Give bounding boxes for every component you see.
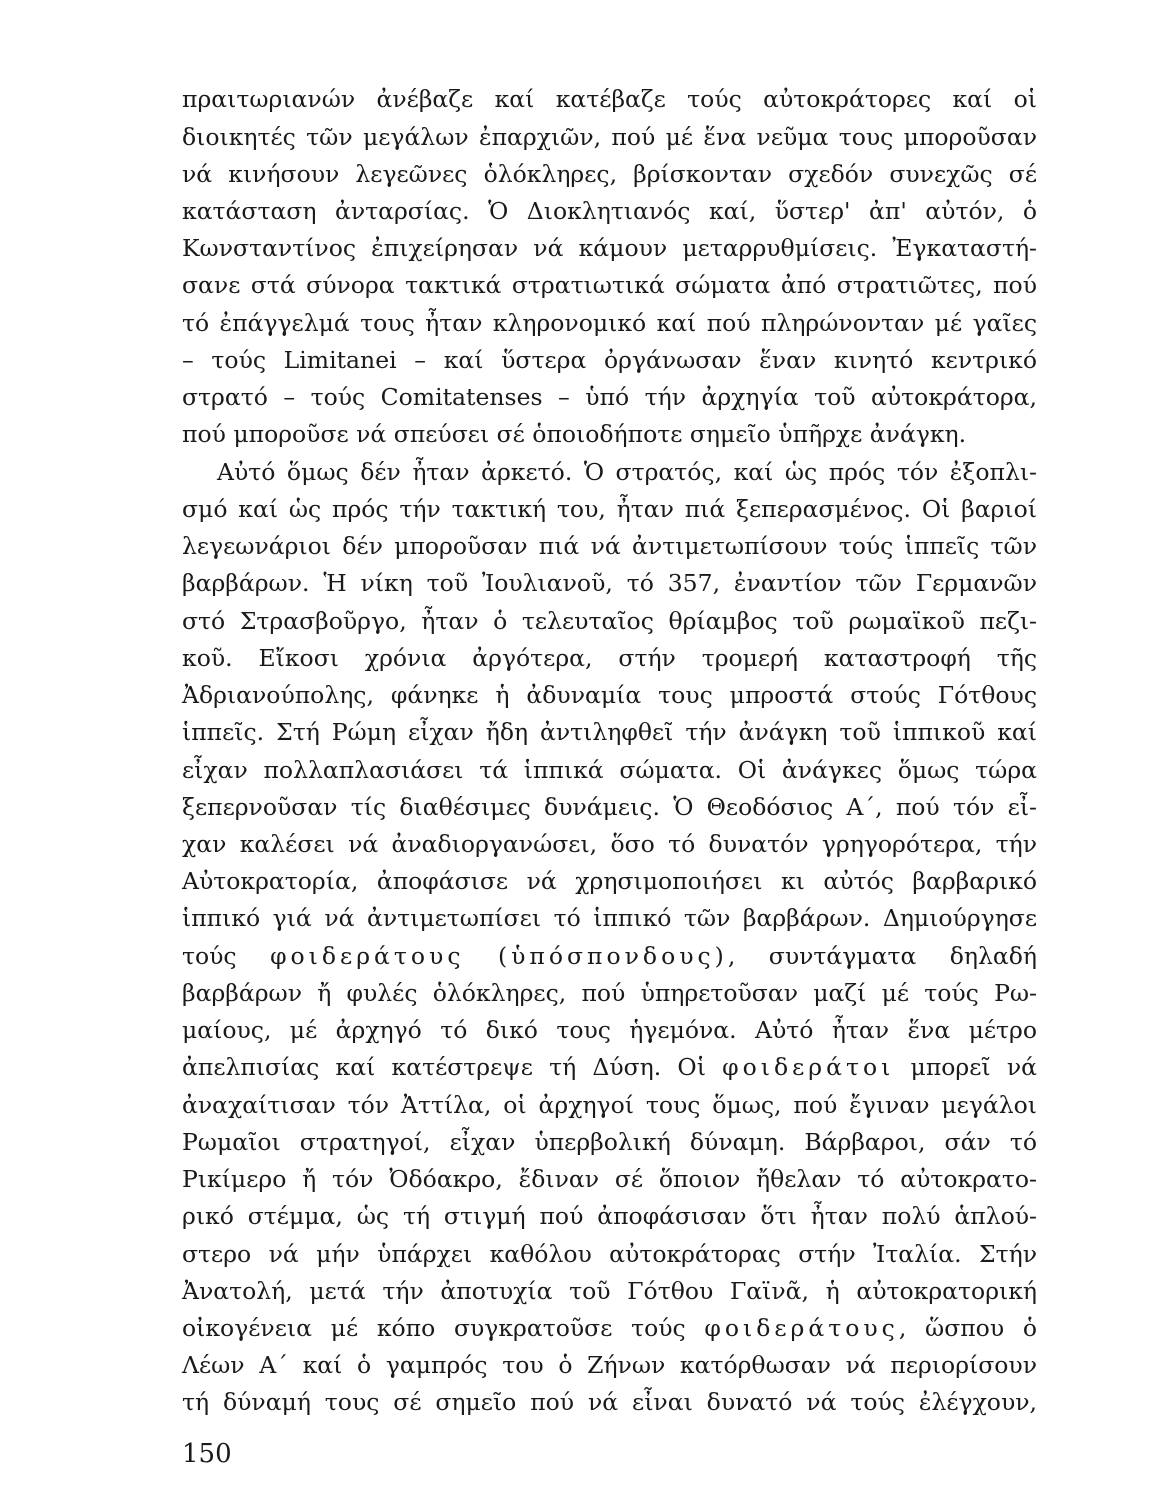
text-line: Κωνσταντίνος ἐπιχείρησαν νά κάμουν μεταρρυθμίσεις. Ἐγκαταστή- bbox=[182, 234, 1037, 262]
text-line: Αὐτό ὅμως δέν ἦταν ἀρκετό. Ὁ στρατός, καί ὡς πρός τόν ἐξοπλι- bbox=[217, 458, 1037, 486]
spaced-term: φοιδεράτους bbox=[704, 1314, 899, 1342]
text-line-with-spaced-terms bbox=[182, 1048, 1037, 1086]
text-line: εἶχαν πολλαπλασιάσει τά ἱππικά σώματα. Οἱ ἀνάγκες ὅμως τώρα bbox=[182, 756, 1037, 784]
text-line: ρικό στέμμα, ὡς τή στιγμή πού ἀποφάσισαν ὅτι ἦταν πολύ ἁπλού- bbox=[182, 1202, 1037, 1230]
text-line: Ἀνατολή, μετά τήν ἀποτυχία τοῦ Γότθου Γαϊνᾶ, ἡ αὐτοκρατορική bbox=[182, 1277, 1037, 1305]
text-line: – τούς Limitanei – καί ὕστερα ὀργάνωσαν ἕναν κινητό κεντρικό bbox=[182, 346, 1037, 374]
page-number: 150 bbox=[182, 1439, 232, 1469]
text-line: ξεπερνοῦσαν τίς διαθέσιμες δυνάμεις. Ὁ Θεοδόσιος Α΄, πού τόν εἶ- bbox=[182, 793, 1037, 821]
text-line: χαν καλέσει νά ἀναδιοργανώσει, ὅσο τό δυνατόν γρηγορότερα, τήν bbox=[182, 830, 1037, 858]
text-line: βαρβάρων. Ἡ νίκη τοῦ Ἰουλιανοῦ, τό 357, ἐναντίον τῶν Γερμανῶν bbox=[182, 569, 1037, 597]
text-line: Ρικίμερο ἤ τόν Ὀδόακρο, ἔδιναν σέ ὅποιον ἤθελαν τό αὐτοκρατο- bbox=[182, 1165, 1037, 1193]
text-line: διοικητές τῶν μεγάλων ἐπαρχιῶν, πού μέ ἕνα νεῦμα τους μποροῦσαν bbox=[182, 123, 1037, 151]
text-line: στρατό – τούς Comitatenses – ὑπό τήν ἀρχηγία τοῦ αὐτοκράτορα, bbox=[182, 383, 1037, 411]
text-fragment: μπορεῖ νά bbox=[910, 1053, 1037, 1081]
text-line: κατάσταση ἀνταρσίας. Ὁ Διοκλητιανός καί, ὕστερ' ἀπ' αὐτόν, ὁ bbox=[182, 197, 1037, 225]
text-line: Λέων Α΄ καί ὁ γαμπρός του ὁ Ζήνων κατόρθωσαν νά περιορίσουν bbox=[182, 1351, 1037, 1379]
text-line: πραιτωριανών ἀνέβαζε καί κατέβαζε τούς αὐτοκράτορες καί οἱ bbox=[182, 85, 1037, 113]
text-line: Αὐτοκρατορία, ἀποφάσισε νά χρησιμοποιήσει κι αὐτός βαρβαρικό bbox=[182, 867, 1037, 895]
text-fragment: , ὥσπου ὁ bbox=[898, 1314, 1037, 1342]
text-line: σανε στά σύνορα τακτικά στρατιωτικά σώματα ἀπό στρατιῶτες, πού bbox=[182, 271, 1037, 299]
spaced-term: φοιδεράτους bbox=[270, 942, 465, 970]
text-fragment: οἰκογένεια μέ κόπο συγκρατοῦσε τούς bbox=[182, 1314, 686, 1342]
text-line: ἀναχαίτισαν τόν Ἀττίλα, οἱ ἀρχηγοί τους ὅμως, πού ἔγιναν μεγάλοι bbox=[182, 1091, 1037, 1119]
text-line: τή δύναμή τους σέ σημεῖο πού νά εἶναι δυνατό νά τούς ἐλέγχουν, bbox=[182, 1388, 1037, 1416]
text-fragment: τούς bbox=[182, 942, 237, 970]
text-fragment: , συντάγματα δηλαδή bbox=[727, 942, 1037, 970]
text-line: ἱππεῖς. Στή Ρώμη εἶχαν ἤδη ἀντιληφθεῖ τήν ἀνάγκη τοῦ ἱππικοῦ καί bbox=[182, 718, 1037, 746]
text-line: κοῦ. Εἴκοσι χρόνια ἀργότερα, στήν τρομερή καταστροφή τῆς bbox=[182, 644, 1037, 672]
text-line-with-spaced-terms bbox=[182, 1309, 1037, 1347]
text-line: λεγεωνάριοι δέν μποροῦσαν πιά νά ἀντιμετωπίσουν τούς ἱππεῖς τῶν bbox=[182, 532, 1037, 560]
text-line: πού μποροῦσε νά σπεύσει σέ ὁποιοδήποτε σημεῖο ὑπῆρχε ἀνάγκη. bbox=[182, 420, 967, 448]
text-line: τό ἐπάγγελμά τους ἦταν κληρονομικό καί πού πληρώνονταν μέ γαῖες bbox=[182, 309, 1037, 337]
text-line: βαρβάρων ἤ φυλές ὁλόκληρες, πού ὑπηρετοῦσαν μαζί μέ τούς Ρω- bbox=[182, 979, 1037, 1007]
text-line: σμό καί ὡς πρός τήν τακτική του, ἦταν πιά ξεπερασμένος. Οἱ βαριοί bbox=[182, 495, 1037, 523]
text-line-with-spaced-terms bbox=[182, 937, 1037, 975]
text-line: νά κινήσουν λεγεῶνες ὁλόκληρες, βρίσκονταν σχεδόν συνεχῶς σέ bbox=[182, 160, 1037, 188]
spaced-term: φοιδεράτοι bbox=[722, 1053, 895, 1081]
spaced-term: (ὑπόσπονδους) bbox=[497, 942, 728, 970]
text-line: μαίους, μέ ἀρχηγό τό δικό τους ἡγεμόνα. Αὐτό ἦταν ἕνα μέτρο bbox=[182, 1016, 1037, 1044]
text-line: Ρωμαῖοι στρατηγοί, εἶχαν ὑπερβολική δύναμη. Βάρβαροι, σάν τό bbox=[182, 1128, 1037, 1156]
text-line: στερο νά μήν ὑπάρχει καθόλου αὐτοκράτορας στήν Ἰταλία. Στήν bbox=[182, 1240, 1037, 1268]
text-line: ἱππικό γιά νά ἀντιμετωπίσει τό ἱππικό τῶν βαρβάρων. Δημιούργησε bbox=[182, 904, 1037, 932]
text-fragment: ἀπελπισίας καί κατέστρεψε τή Δύση. Οἱ bbox=[182, 1053, 706, 1081]
text-line: Ἀδριανούπολης, φάνηκε ἡ ἀδυναμία τους μπροστά στούς Γότθους bbox=[182, 681, 1037, 709]
text-line: στό Στρασβοῦργο, ἦταν ὁ τελευταῖος θρίαμβος τοῦ ρωμαϊκοῦ πεζι- bbox=[182, 607, 1037, 635]
